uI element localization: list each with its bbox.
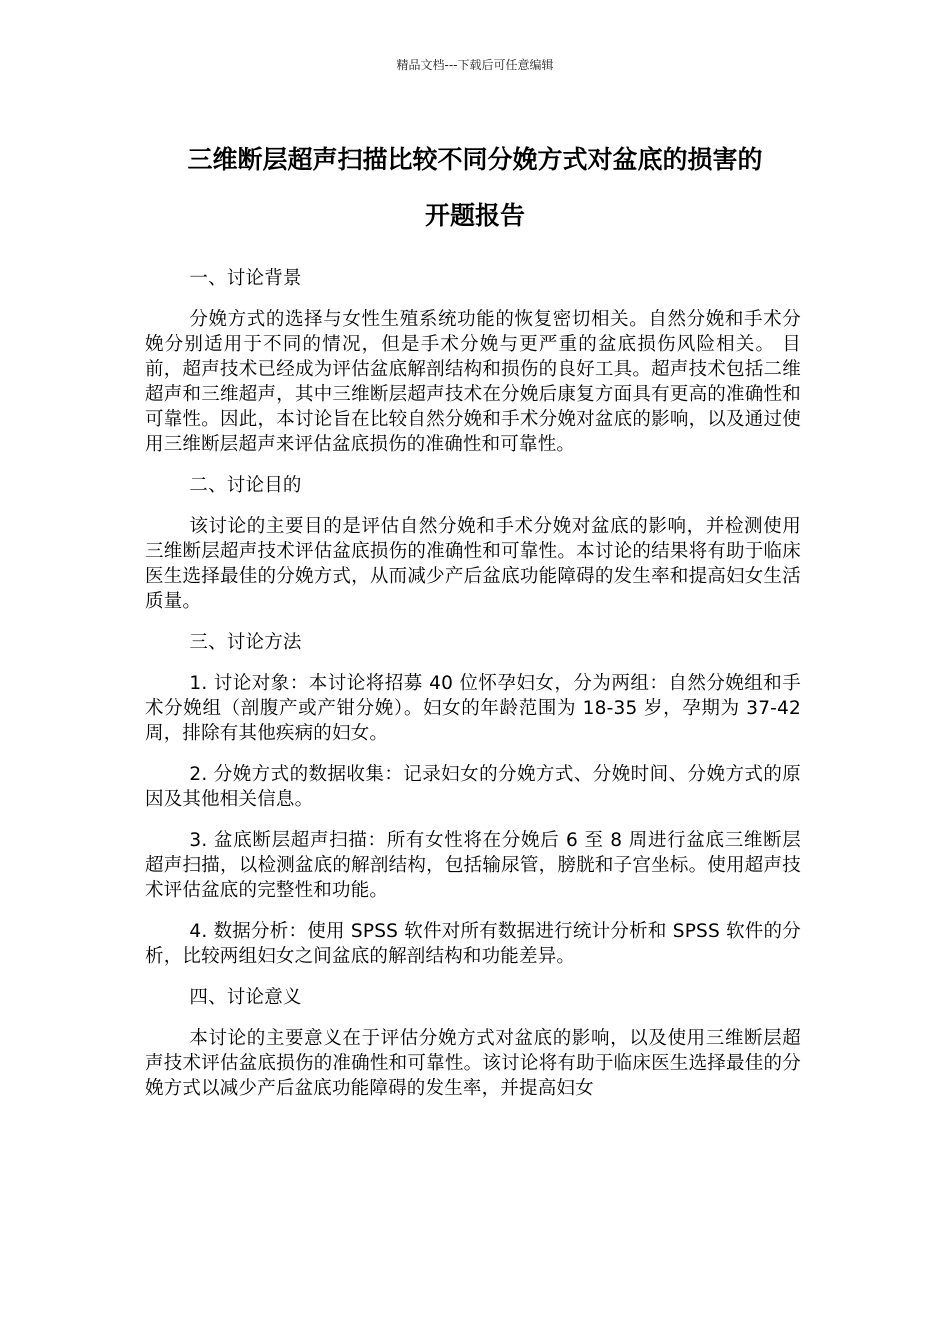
section-heading-method: 三、讨论方法 — [189, 632, 302, 653]
paragraph-method-subjects: 1. 讨论对象：本讨论将招募 40 位怀孕妇女，分为两组：自然分娩组和手术分娩组（剖腹产或产钳分娩）。妇女的年龄范围为 18-35 岁，孕期为 37-42 周，排除有其他疾病的妇女。 — [145, 673, 801, 744]
paragraph-background: 分娩方式的选择与女性生殖系统功能的恢复密切相关。自然分娩和手术分娩分别适用于不同的情况，但是手术分娩与更严重的盆底损伤风险相关。 目前，超声技术已经成为评估盆底解剖结构和损伤的良好工具。超声技术包括二维超声和三维超声，其中三维断层超声技术在分娩后康复方面具有更高的准确性和可靠性。因此，本讨论旨在比较自然分娩和手术分娩对盆底的影响，以及通过使用三维断层超声来评估盆底损伤的准确性和可靠性。 — [145, 309, 801, 455]
section-heading-significance: 四、讨论意义 — [189, 987, 302, 1008]
paragraph-method-data-collection: 2. 分娩方式的数据收集：记录妇女的分娩方式、分娩时间、分娩方式的原因及其他相关信息。 — [145, 764, 801, 810]
title-line-1: 三维断层超声扫描比较不同分娩方式对盆底的损害的 — [187, 145, 763, 174]
title-line-2: 开题报告 — [424, 201, 525, 230]
document-title — [130, 132, 820, 244]
section-heading-background: 一、讨论背景 — [189, 268, 302, 289]
document-body — [145, 266, 801, 1117]
paragraph-method-ultrasound-scan: 3. 盆底断层超声扫描：所有女性将在分娩后 6 至 8 周进行盆底三维断层超声扫描，以检测盆底的解剖结构，包括输尿管，膀胱和子宫坐标。使用超声技术评估盆底的完整性和功能。 — [145, 830, 801, 901]
paragraph-method-data-analysis: 4. 数据分析：使用 SPSS 软件对所有数据进行统计分析和 SPSS 软件的分析，比较两组妇女之间盆底的解剖结构和功能差异。 — [145, 921, 801, 967]
header-note: 精品文档---下载后可任意编辑 — [396, 58, 554, 72]
section-heading-purpose: 二、讨论目的 — [189, 475, 302, 496]
paragraph-significance: 本讨论的主要意义在于评估分娩方式对盆底的影响，以及使用三维断层超声技术评估盆底损伤的准确性和可靠性。该讨论将有助于临床医生选择最佳的分娩方式以减少产后盆底功能障碍的发生率，并提高妇女 — [145, 1028, 801, 1099]
paragraph-purpose: 该讨论的主要目的是评估自然分娩和手术分娩对盆底的影响，并检测使用三维断层超声技术评估盆底损伤的准确性和可靠性。本讨论的结果将有助于临床医生选择最佳的分娩方式，从而减少产后盆底功能障碍的发生率和提高妇女生活质量。 — [145, 516, 801, 612]
